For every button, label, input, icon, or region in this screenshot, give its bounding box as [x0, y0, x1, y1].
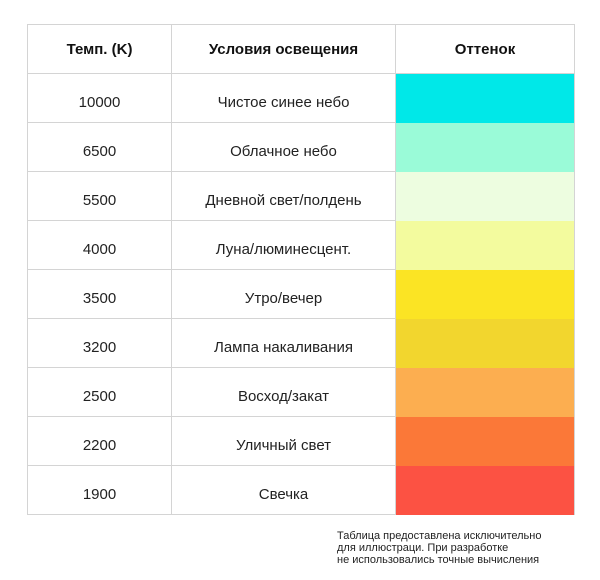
table-header-row	[28, 25, 575, 74]
table-row	[28, 221, 575, 270]
shade-swatch	[396, 319, 575, 368]
disclaimer-note	[337, 530, 541, 566]
condition-cell: Восход/закат	[172, 368, 396, 417]
color-temperature-table	[27, 24, 575, 515]
table-row	[28, 172, 575, 221]
disclaimer-line: Таблица предоставлена исключительно	[337, 530, 542, 542]
shade-swatch	[396, 417, 575, 466]
shade-swatch	[396, 221, 575, 270]
temperature-cell: 2500	[28, 368, 172, 417]
shade-swatch	[396, 368, 575, 417]
shade-swatch	[396, 172, 575, 221]
header-shade: Оттенок	[396, 25, 575, 74]
table-row	[28, 270, 575, 319]
table-row	[28, 74, 575, 123]
condition-cell: Чистое синее небо	[172, 74, 396, 123]
condition-cell: Уличный свет	[172, 417, 396, 466]
disclaimer-line: для иллюстраци. При разработке	[337, 542, 509, 554]
temperature-cell: 4000	[28, 221, 172, 270]
condition-cell: Утро/вечер	[172, 270, 396, 319]
table-row	[28, 319, 575, 368]
shade-swatch	[396, 270, 575, 319]
temperature-cell: 5500	[28, 172, 172, 221]
table-row	[28, 368, 575, 417]
shade-swatch	[396, 74, 575, 123]
temperature-cell: 1900	[28, 466, 172, 515]
temperature-cell: 6500	[28, 123, 172, 172]
shade-swatch	[396, 123, 575, 172]
condition-cell: Свечка	[172, 466, 396, 515]
table-row	[28, 466, 575, 515]
shade-swatch	[396, 466, 575, 515]
header-lighting-conditions: Условия освещения	[172, 25, 396, 74]
temperature-cell: 3200	[28, 319, 172, 368]
temperature-cell: 10000	[28, 74, 172, 123]
table-row	[28, 417, 575, 466]
condition-cell: Дневной свет/полдень	[172, 172, 396, 221]
condition-cell: Облачное небо	[172, 123, 396, 172]
disclaimer-line: не использовались точные вычисления	[337, 554, 540, 566]
temperature-cell: 3500	[28, 270, 172, 319]
table-row	[28, 123, 575, 172]
temperature-cell: 2200	[28, 417, 172, 466]
condition-cell: Луна/люминесцент.	[172, 221, 396, 270]
condition-cell: Лампа накаливания	[172, 319, 396, 368]
header-temperature: Темп. (K)	[28, 25, 172, 74]
